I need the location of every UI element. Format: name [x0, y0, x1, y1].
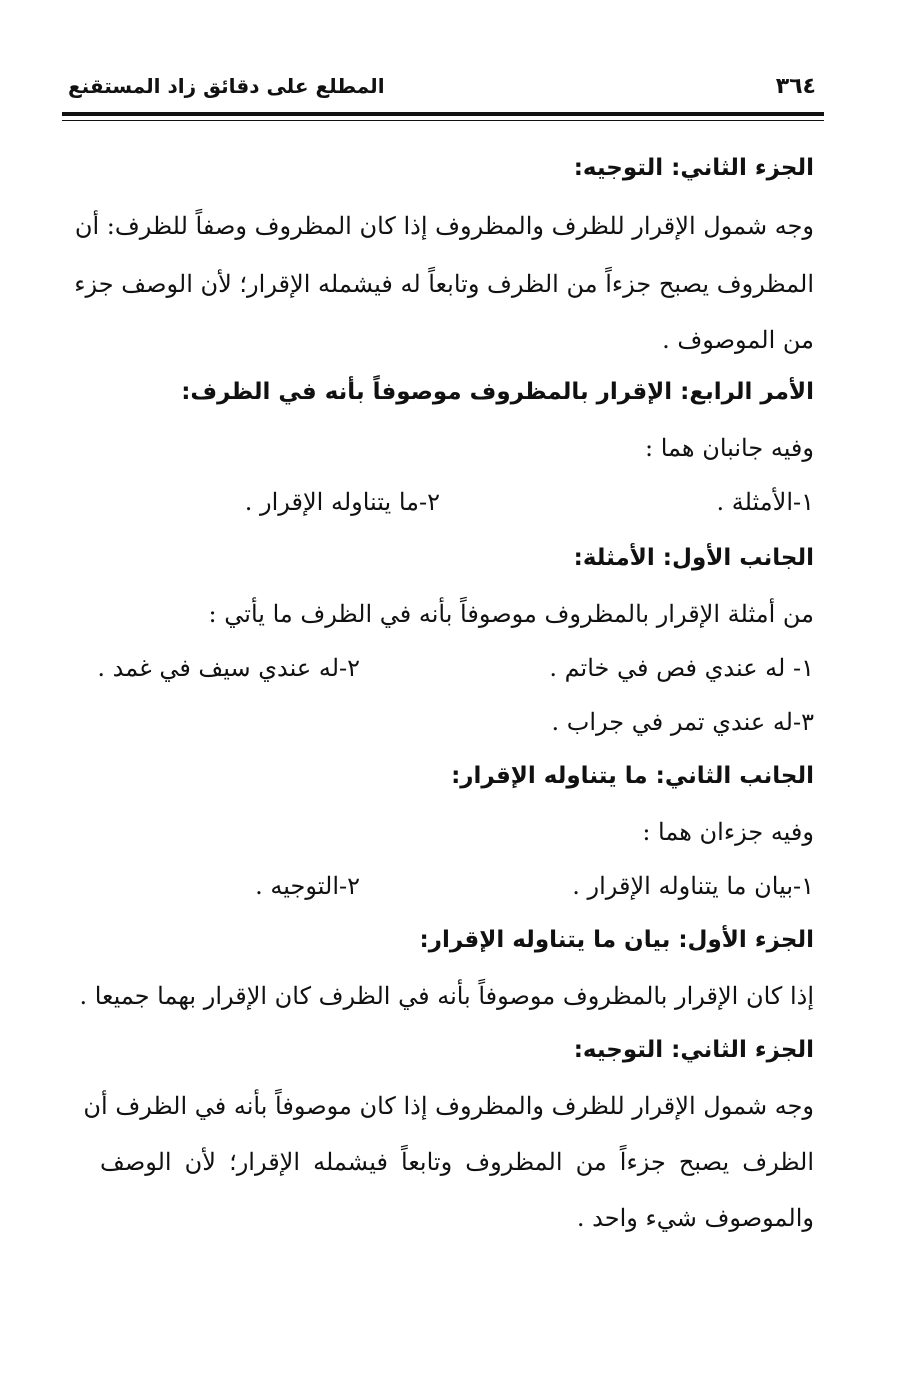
section-heading: الجزء الثاني: التوجيه:: [573, 1037, 814, 1063]
list-item: ١-الأمثلة .: [716, 488, 814, 516]
header-rule-thin: [62, 120, 824, 121]
paragraph-line: والموصوف شيء واحد .: [576, 1204, 814, 1232]
list-item: ٢-التوجيه .: [255, 872, 360, 900]
paragraph-line: وجه شمول الإقرار للظرف والمظروف إذا كان موصوفاً بأنه في الظرف أن: [83, 1092, 814, 1120]
header-rule-thick: [62, 112, 824, 116]
paragraph-line: وفيه جانبان هما :: [645, 434, 814, 462]
section-heading: الجانب الأول: الأمثلة:: [573, 545, 814, 571]
book-title: المطلع على دقائق زاد المستقنع: [68, 74, 385, 98]
list-item: ٢-له عندي سيف في غمد .: [97, 654, 360, 682]
running-header: [62, 70, 822, 110]
paragraph-line: من الموصوف .: [662, 326, 814, 354]
list-item: ٢-ما يتناوله الإقرار .: [244, 488, 440, 516]
list-item: ١- له عندي فص في خاتم .: [549, 654, 814, 682]
paragraph-line: الظرف يصبح جزءاً من المظروف وتابعاً فيشمله الإقرار؛ لأن الوصف: [100, 1148, 814, 1176]
paragraph-line: وفيه جزءان هما :: [642, 818, 814, 846]
paragraph-line: المظروف يصبح جزءاً من الظرف وتابعاً له فيشمله الإقرار؛ لأن الوصف جزء: [74, 270, 814, 298]
page-number: ٣٦٤: [775, 74, 816, 99]
paragraph-line: إذا كان الإقرار بالمظروف موصوفاً بأنه في الظرف كان الإقرار بهما جميعا .: [79, 982, 814, 1010]
list-item: ٣-له عندي تمر في جراب .: [551, 708, 814, 736]
section-heading: الجانب الثاني: ما يتناوله الإقرار:: [451, 763, 814, 789]
section-heading: الأمر الرابع: الإقرار بالمظروف موصوفاً بأنه في الظرف:: [181, 379, 814, 405]
section-heading: الجزء الأول: بيان ما يتناوله الإقرار:: [419, 927, 814, 953]
paragraph-line: من أمثلة الإقرار بالمظروف موصوفاً بأنه في الظرف ما يأتي :: [208, 600, 814, 628]
paragraph-line: وجه شمول الإقرار للظرف والمظروف إذا كان المظروف وصفاً للظرف: أن: [74, 212, 814, 240]
list-item: ١-بيان ما يتناوله الإقرار .: [572, 872, 814, 900]
section-heading: الجزء الثاني: التوجيه:: [573, 155, 814, 181]
